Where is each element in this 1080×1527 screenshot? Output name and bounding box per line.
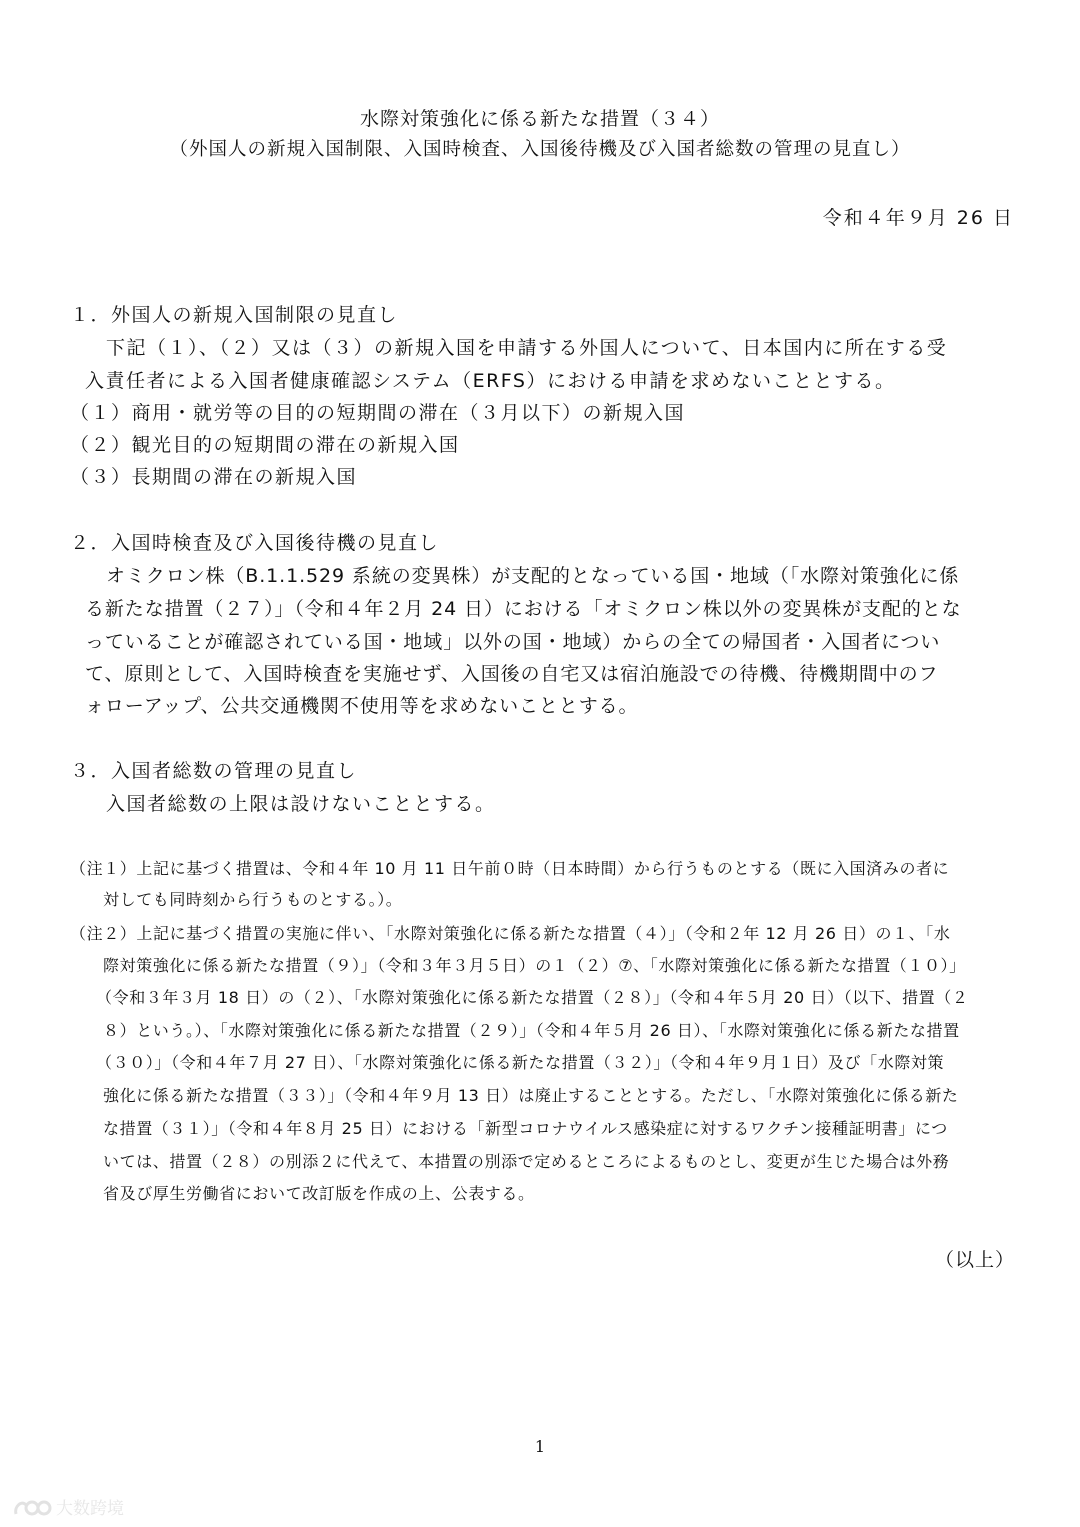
- note2-line-9: 省及び厚生労働省において改訂版を作成の上、公表する。: [103, 1184, 535, 1203]
- note2-line-2: 際対策強化に係る新たな措置（９）」（令和３年３月５日）の１（２）⑦、「水際対策強化に係る新たな措置（１０）」: [103, 956, 966, 975]
- section2-line-3: っていることが確認されている国・地域」以外の国・地域）からの全ての帰国者・入国者につい: [85, 631, 941, 653]
- watermark-logo-icon: [12, 1496, 52, 1518]
- section1-heading: １．外国人の新規入国制限の見直し: [70, 304, 399, 326]
- closing-mark: （以上）: [935, 1249, 1016, 1271]
- document-title: 水際対策強化に係る新たな措置（３４）: [359, 108, 720, 130]
- section1-item-2: （２）観光目的の短期間の滞在の新規入国: [70, 434, 460, 456]
- note1-line-1: （注１）上記に基づく措置は、令和４年 10 月 11 日午前０時（日本時間）から行うものとする（既に入国済みの者に: [70, 859, 950, 878]
- section2-line-1: オミクロン株（B.1.1.529 系統の変異株）が支配的となっている国・地域（「水際対策強化に係: [106, 565, 960, 587]
- section1-item-3: （３）長期間の滞在の新規入国: [70, 466, 358, 488]
- section3-paragraph: 入国者総数の上限は設けないこととする。: [106, 793, 496, 815]
- note2-line-4: ８）という。）、「水際対策強化に係る新たな措置（２９）」（令和４年５月 26 日）、「水際対策強化に係る新たな措置: [103, 1021, 960, 1040]
- section3-heading: ３．入国者総数の管理の見直し: [70, 760, 358, 782]
- note2-line-8: いては、措置（２８）の別添２に代えて、本措置の別添で定めるところによるものとし、変更が生じた場合は外務: [103, 1152, 950, 1171]
- section1-item-1: （１）商用・就労等の目的の短期間の滞在（３月以下）の新規入国: [70, 402, 686, 424]
- watermark: [12, 1494, 124, 1519]
- section2-line-4: て、原則として、入国時検査を実施せず、入国後の自宅又は宿泊施設での待機、待機期間中のフ: [85, 663, 939, 685]
- section1-paragraph-line1: 下記（１）、（２）又は（３）の新規入国を申請する外国人について、日本国内に所在する受: [106, 337, 948, 359]
- watermark-text: 大数跨境: [56, 1499, 124, 1519]
- note2-line-1: （注２）上記に基づく措置の実施に伴い、「水際対策強化に係る新たな措置（４）」（令和２年 12 月 26 日）の１、「水: [70, 924, 951, 943]
- document-subtitle: （外国人の新規入国制限、入国時検査、入国後待機及び入国者総数の管理の見直し）: [169, 139, 911, 160]
- page-number: 1: [534, 1437, 546, 1456]
- section2-line-2: る新たな措置（２７）」（令和４年２月 24 日）における「オミクロン株以外の変異株が支配的とな: [85, 598, 962, 620]
- section2-heading: ２．入国時検査及び入国後待機の見直し: [70, 532, 440, 554]
- note2-line-5: （３０）」（令和４年７月 27 日）、「水際対策強化に係る新たな措置（３２）」（令和４年９月１日）及び「水際対策: [96, 1053, 945, 1072]
- note2-line-7: な措置（３１）」（令和４年８月 25 日）における「新型コロナウイルス感染症に対するワクチン接種証明書」につ: [103, 1119, 948, 1138]
- note2-line-6: 強化に係る新たな措置（３３）」（令和４年９月 13 日）は廃止することとする。ただし、「水際対策強化に係る新た: [103, 1086, 959, 1105]
- section2-line-5: ォローアップ、公共交通機関不使用等を求めないこととする。: [85, 695, 639, 717]
- note1-line-2: 対しても同時刻から行うものとする。）。: [103, 890, 403, 909]
- note2-line-3: （令和３年３月 18 日）の（２）、「水際対策強化に係る新たな措置（２８）」（令和４年５月 20 日）（以下、措置（２: [96, 988, 969, 1007]
- document-date: 令和４年９月 26 日: [822, 207, 1014, 229]
- section1-paragraph-line2: 入責任者による入国者健康確認システム（ERFS）における申請を求めないこととする。: [85, 370, 896, 392]
